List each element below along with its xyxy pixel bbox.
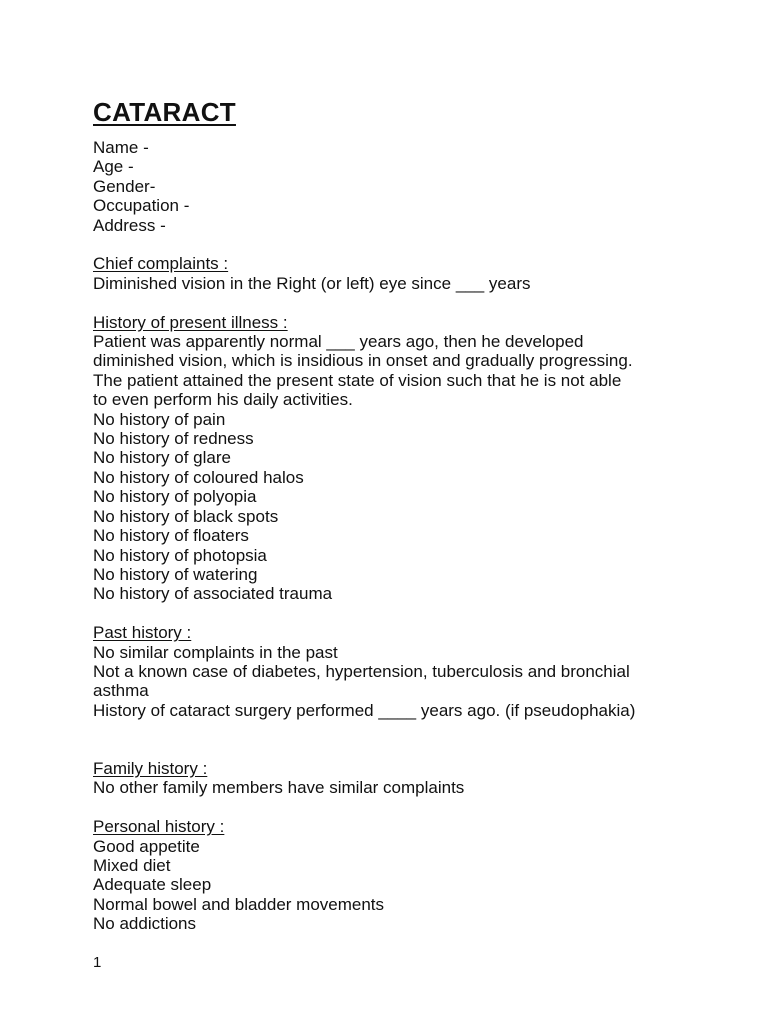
document-page <box>93 96 733 934</box>
page-number: 1 <box>93 954 102 971</box>
section-line: asthma <box>93 681 149 701</box>
section-line: History of cataract surgery performed ____ years ago. (if pseudophakia) <box>93 700 636 720</box>
field-occupation: Occupation - <box>93 196 190 216</box>
section-line: No history of redness <box>93 429 254 449</box>
section-line: No history of glare <box>93 448 231 468</box>
section-heading: Chief complaints : <box>93 254 229 274</box>
spacer <box>93 604 733 623</box>
section-line: The patient attained the present state of vision such that he is not able <box>93 370 622 390</box>
spacer <box>93 798 733 817</box>
spacer <box>93 720 733 759</box>
section-line: No history of photopsia <box>93 545 267 565</box>
section-family-history <box>93 759 733 798</box>
section-line: No addictions <box>93 914 197 934</box>
section-line: No history of black spots <box>93 506 279 526</box>
section-heading: History of present illness : <box>93 312 288 332</box>
patient-fields <box>93 138 733 235</box>
section-line: Mixed diet <box>93 855 171 875</box>
section-past-history <box>93 623 733 720</box>
section-line: No history of coloured halos <box>93 467 304 487</box>
section-line: No similar complaints in the past <box>93 642 338 662</box>
field-age: Age - <box>93 157 134 177</box>
section-line: diminished vision, which is insidious in onset and gradually progressing. <box>93 351 633 371</box>
section-line: Good appetite <box>93 836 200 856</box>
field-address: Address - <box>93 215 166 235</box>
section-chief-complaints <box>93 254 733 293</box>
section-line: No history of floaters <box>93 526 249 546</box>
section-line: Not a known case of diabetes, hypertension, tuberculosis and bronchial <box>93 661 630 681</box>
section-line: No history of polyopia <box>93 487 257 507</box>
section-line: Patient was apparently normal ___ years ago, then he developed <box>93 332 584 352</box>
section-line: No other family members have similar complaints <box>93 778 465 798</box>
section-line: to even perform his daily activities. <box>93 390 353 410</box>
document-title: CATARACT <box>93 97 236 127</box>
section-line: Normal bowel and bladder movements <box>93 894 385 914</box>
section-line: Adequate sleep <box>93 875 212 895</box>
field-name: Name - <box>93 138 149 157</box>
section-line: Diminished vision in the Right (or left) eye since ___ years <box>93 273 531 293</box>
spacer <box>93 235 733 254</box>
section-line: No history of watering <box>93 564 258 584</box>
section-heading: Past history : <box>93 623 192 643</box>
section-heading: Personal history : <box>93 817 225 837</box>
section-present-illness <box>93 313 733 604</box>
section-personal-history <box>93 817 733 933</box>
section-line: No history of pain <box>93 409 226 429</box>
spacer <box>93 293 733 312</box>
section-line: No history of associated trauma <box>93 584 333 604</box>
section-heading: Family history : <box>93 758 208 778</box>
field-gender: Gender- <box>93 176 156 196</box>
